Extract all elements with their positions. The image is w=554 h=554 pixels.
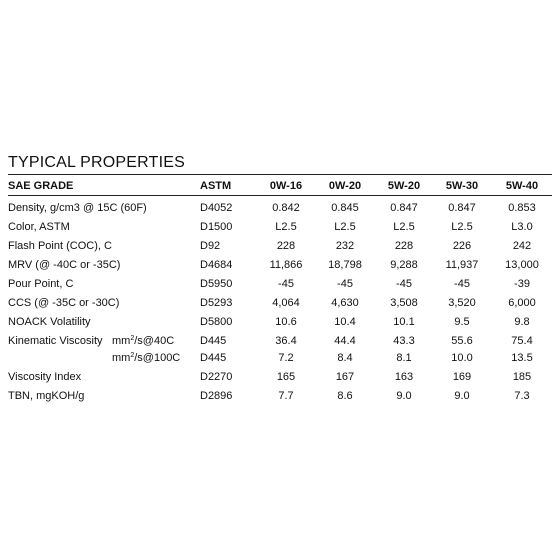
row-value: 3,508: [390, 297, 418, 309]
row-astm: D92: [200, 240, 221, 252]
row-value: 7.7: [278, 390, 294, 402]
row-property: CCS (@ -35C or -30C): [8, 297, 120, 309]
row-value: 163: [394, 371, 414, 383]
row-property: Pour Point, C: [8, 278, 74, 290]
row-value: L2.5: [393, 221, 415, 233]
row-value: 7.2: [278, 352, 294, 364]
row-value: 232: [335, 240, 355, 252]
row-value: 13.5: [511, 352, 533, 364]
unit-superscript: 2: [130, 352, 135, 359]
header-sae-grade: SAE GRADE: [8, 180, 74, 192]
row-astm: D4684: [200, 259, 233, 271]
table-row: [8, 332, 552, 350]
row-value: 11,937: [445, 259, 479, 271]
table-row: [8, 256, 552, 274]
row-value: L2.5: [334, 221, 356, 233]
table-row: [8, 313, 552, 331]
table-header-row: [8, 177, 552, 195]
row-value: -45: [337, 278, 353, 290]
header-grade-5w30: 5W-30: [445, 180, 479, 192]
row-value: 13,000: [505, 259, 539, 271]
row-value: 165: [276, 371, 296, 383]
row-astm: D4052: [200, 202, 233, 214]
row-value: 36.4: [275, 335, 297, 347]
table-row: [8, 294, 552, 312]
row-property: Kinematic Viscosity: [8, 335, 103, 347]
row-value: 8.6: [337, 390, 353, 402]
row-unit: [112, 332, 174, 350]
unit-base: mm: [112, 335, 131, 347]
row-value: 0.847: [448, 202, 476, 214]
row-value: -39: [514, 278, 530, 290]
row-value: 226: [452, 240, 472, 252]
row-value: 10.4: [334, 316, 356, 328]
row-value: 9.0: [454, 390, 470, 402]
header-grade-0w16: 0W-16: [269, 180, 303, 192]
row-property: Density, g/cm3 @ 15C (60F): [8, 202, 147, 214]
row-value: 9.8: [514, 316, 530, 328]
row-property: Flash Point (COC), C: [8, 240, 112, 252]
row-value: 10.0: [451, 352, 473, 364]
row-astm: D445: [200, 335, 227, 347]
row-value: 0.845: [331, 202, 359, 214]
row-value: 8.4: [337, 352, 353, 364]
header-astm: ASTM: [200, 180, 232, 192]
row-value: 8.1: [396, 352, 412, 364]
row-value: 242: [512, 240, 532, 252]
table-row: [8, 349, 552, 367]
row-value: 43.3: [393, 335, 415, 347]
header-grade-5w20: 5W-20: [387, 180, 421, 192]
row-value: 0.847: [390, 202, 418, 214]
row-value: 11,866: [269, 259, 303, 271]
row-astm: D2270: [200, 371, 233, 383]
row-value: L2.5: [275, 221, 297, 233]
table-row: [8, 218, 552, 236]
row-value: L3.0: [511, 221, 533, 233]
row-value: 10.1: [393, 316, 415, 328]
row-astm: D5800: [200, 316, 233, 328]
row-value: -45: [396, 278, 412, 290]
row-property: NOACK Volatility: [8, 316, 91, 328]
row-astm: D5293: [200, 297, 233, 309]
row-value: 0.842: [272, 202, 300, 214]
row-value: -45: [278, 278, 294, 290]
unit-superscript: 2: [130, 335, 135, 342]
row-property: Viscosity Index: [8, 371, 82, 383]
row-value: 44.4: [334, 335, 356, 347]
row-value: L2.5: [451, 221, 473, 233]
row-value: 6,000: [508, 297, 536, 309]
row-value: 4,064: [272, 297, 300, 309]
unit-base: mm: [112, 352, 131, 364]
row-astm: D445: [200, 352, 227, 364]
row-value: 4,630: [331, 297, 359, 309]
row-value: 0.853: [508, 202, 536, 214]
row-value: 3,520: [448, 297, 476, 309]
row-value: 9.0: [396, 390, 412, 402]
row-value: 55.6: [451, 335, 473, 347]
row-value: 7.3: [514, 390, 530, 402]
page-title: TYPICAL PROPERTIES: [8, 154, 185, 171]
table-top-rule: [8, 174, 552, 175]
row-astm: D5950: [200, 278, 233, 290]
row-astm: D1500: [200, 221, 233, 233]
row-property: MRV (@ -40C or -35C): [8, 259, 121, 271]
table-row: [8, 199, 552, 217]
header-grade-5w40: 5W-40: [505, 180, 539, 192]
row-unit: [112, 349, 180, 367]
table-row: [8, 368, 552, 386]
table-header-rule: [8, 195, 552, 196]
unit-rest: /s@40C: [134, 335, 175, 347]
row-value: 9,288: [390, 259, 418, 271]
row-property: Color, ASTM: [8, 221, 70, 233]
row-value: 228: [276, 240, 296, 252]
row-astm: D2896: [200, 390, 233, 402]
row-value: 18,798: [328, 259, 362, 271]
unit-rest: /s@100C: [134, 352, 181, 364]
row-value: 10.6: [275, 316, 297, 328]
table-row: [8, 275, 552, 293]
table-row: [8, 237, 552, 255]
row-property: TBN, mgKOH/g: [8, 390, 85, 402]
row-value: 75.4: [511, 335, 533, 347]
row-value: 9.5: [454, 316, 470, 328]
table-row: [8, 387, 552, 405]
row-value: 169: [452, 371, 472, 383]
row-value: 185: [512, 371, 532, 383]
header-grade-0w20: 0W-20: [328, 180, 362, 192]
row-value: -45: [454, 278, 470, 290]
row-value: 167: [335, 371, 355, 383]
row-value: 228: [394, 240, 414, 252]
